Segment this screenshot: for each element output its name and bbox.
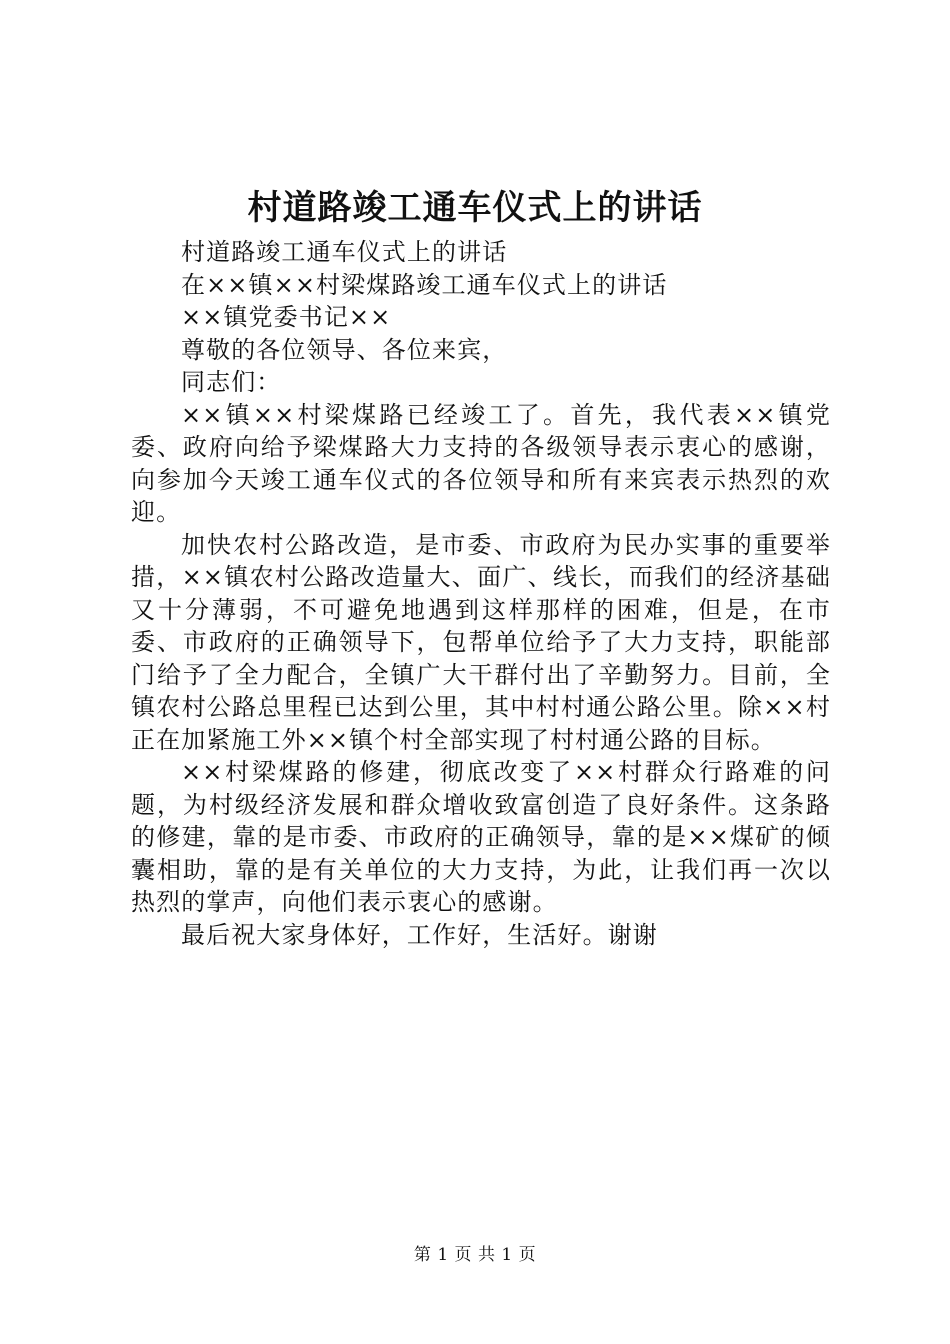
document-body: [131, 236, 831, 951]
page-number-footer: 第 1 页 共 1 页: [413, 1245, 537, 1265]
paragraph-progress: 加快农村公路改造，是市委、市政府为民办实事的重要举措，××镇农村公路改造量大、面广、线长，而我们的经济基础又十分薄弱，不可避免地遇到这样那样的困难，但是，在市委、市政府的正确领导下，包帮单位给予了大力支持，职能部门给予了全力配合，全镇广大干群付出了辛勤努力。目前，全镇农村公路总里程已达到公里，其中村村通公路公里。除××村正在加紧施工外××镇个村全部实现了村村通公路的目标。: [131, 530, 831, 754]
paragraph-salutation: 尊敬的各位领导、各位来宾，: [181, 335, 508, 364]
document-title: 村道路竣工通车仪式上的讲话: [247, 188, 703, 228]
paragraph-opening: ××镇××村梁煤路已经竣工了。首先，我代表××镇党委、政府向给予梁煤路大力支持的各级领导表示衷心的感谢，向参加今天竣工通车仪式的各位领导和所有来宾表示热烈的欢迎。: [131, 400, 831, 526]
paragraph-closing: 最后祝大家身体好，工作好，生活好。谢谢: [181, 920, 658, 949]
paragraph-subtitle: 在××镇××村梁煤路竣工通车仪式上的讲话: [181, 270, 668, 299]
paragraph-comrades: 同志们：: [181, 368, 282, 396]
paragraph-speaker: ××镇党委书记××: [181, 303, 392, 331]
paragraph-heading-repeat: 村道路竣工通车仪式上的讲话: [181, 238, 508, 266]
paragraph-thanks: ××村梁煤路的修建，彻底改变了××村群众行路难的问题，为村级经济发展和群众增收致富创造了良好条件。这条路的修建，靠的是市委、市政府的正确领导，靠的是××煤矿的倾囊相助，靠的是有关单位的大力支持，为此，让我们再一次以热烈的掌声，向他们表示衷心的感谢。: [131, 758, 831, 916]
